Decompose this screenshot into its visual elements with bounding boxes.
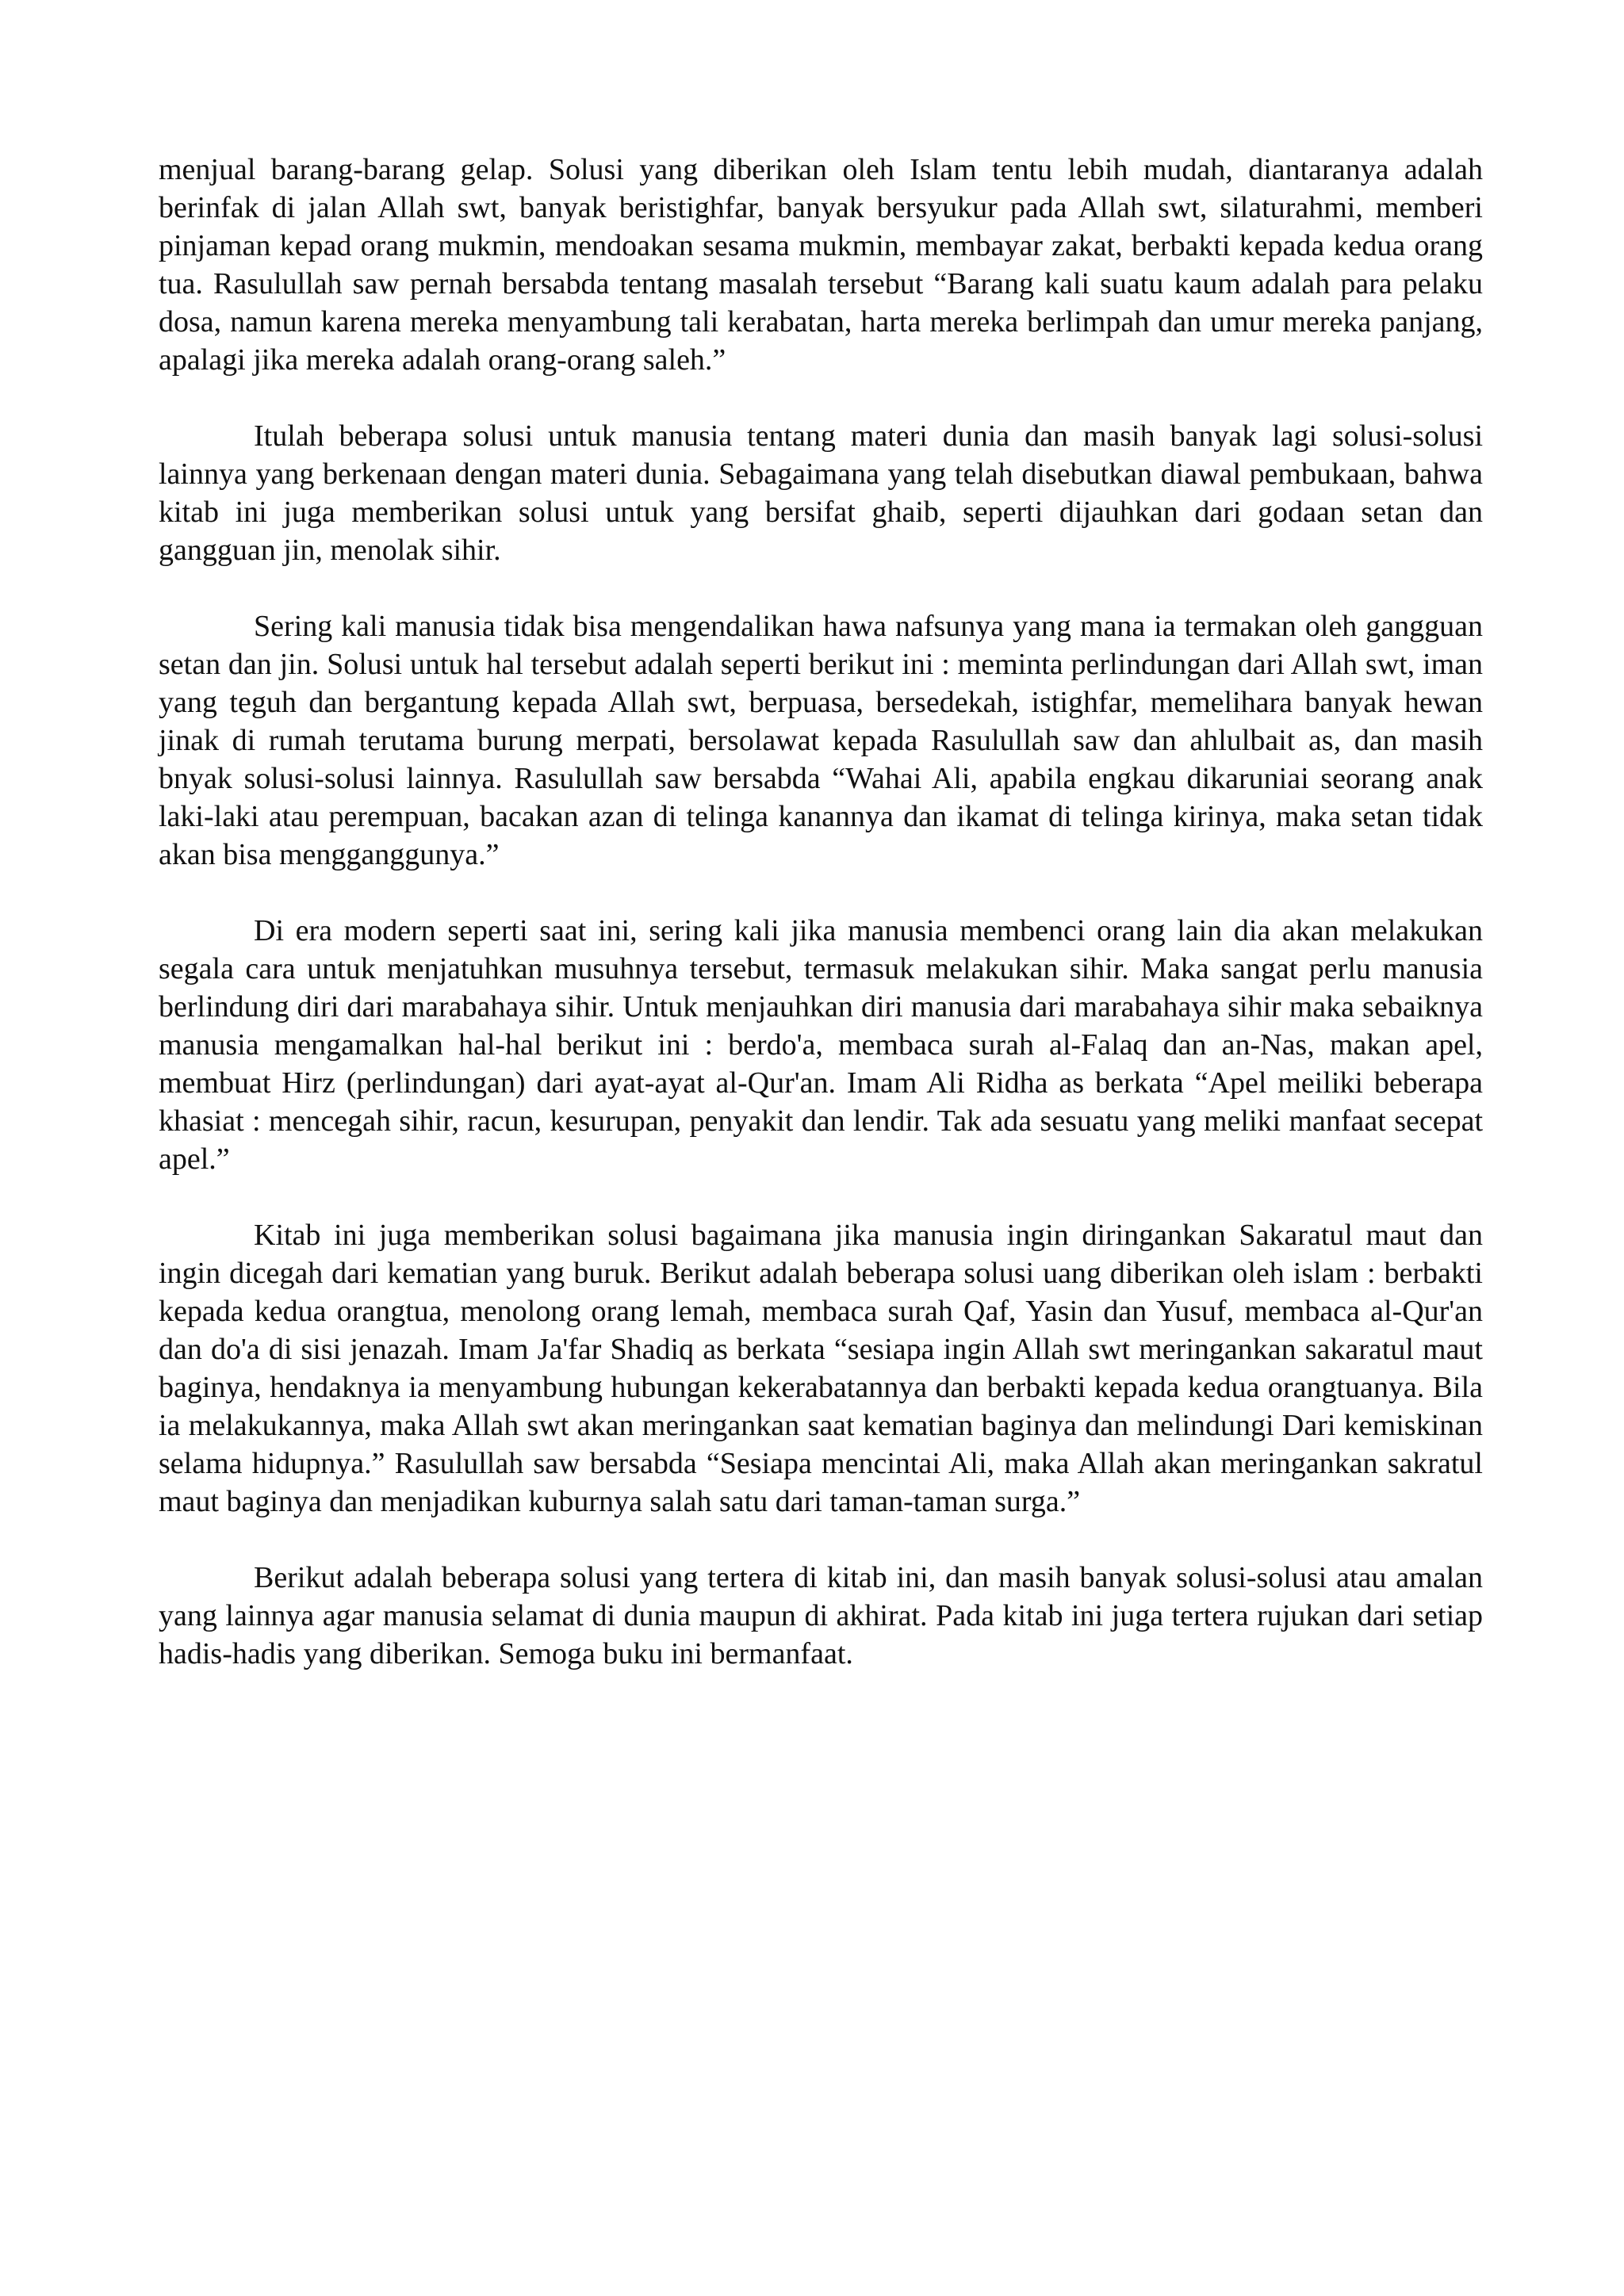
paragraph-sakaratul-maut: Kitab ini juga memberikan solusi bagaimana jika manusia ingin diringankan Sakaratul maut dan ingin dicegah dari kematian yang buruk. Berikut adalah beberapa solusi uang diberikan oleh islam : berbakti kepada kedua orangtua, menolong orang lemah, membaca surah Qaf, Yasin dan Yusuf, membaca al-Qur'an dan do'a di sisi jenazah. Imam Ja'far Shadiq as berkata “sesiapa ingin Allah swt meringankan sakaratul maut baginya, hendaknya ia menyambung hubungan kekerabatannya dan berbakti kepada kedua orangtuanya. Bila ia melakukannya, maka Allah swt akan meringankan saat kematian baginya dan melindungi Dari kemiskinan selama hidupnya.” Rasulullah saw bersabda “Sesiapa mencintai Ali, maka Allah akan meringankan sakratul maut baginya dan menjadikan kuburnya salah satu dari taman-taman surga.”	[159, 1219, 1483, 1518]
paragraph-closing: Berikut adalah beberapa solusi yang tertera di kitab ini, dan masih banyak solusi-solusi atau amalan yang lainnya agar manusia selamat di dunia maupun di akhirat. Pada kitab ini juga tertera rujukan dari setiap hadis-hadis yang diberikan. Semoga buku ini bermanfaat.	[159, 1561, 1483, 1670]
paragraph-continuation: menjual barang-barang gelap. Solusi yang diberikan oleh Islam tentu lebih mudah, diantaranya adalah berinfak di jalan Allah swt, banyak beristighfar, banyak bersyukur pada Allah swt, silaturahmi, memberi pinjaman kepad orang mukmin, mendoakan sesama mukmin, membayar zakat, berbakti kepada kedua orang tua. Rasulullah saw pernah bersabda tentang masalah tersebut “Barang kali suatu kaum adalah para pelaku dosa, namun karena mereka menyambung tali kerabatan, harta mereka berlimpah dan umur mereka panjang, apalagi jika mereka adalah orang-orang saleh.”	[159, 153, 1483, 377]
paragraph-sorcery: Di era modern seperti saat ini, sering kali jika manusia membenci orang lain dia akan melakukan segala cara untuk menjatuhkan musuhnya tersebut, termasuk melakukan sihir. Maka sangat perlu manusia berlindung diri dari marabahaya sihir. Untuk menjauhkan diri manusia dari marabahaya sihir maka sebaiknya manusia mengamalkan hal-hal berikut ini : berdo'a, membaca surah al-Falaq dan an-Nas, makan apel, membuat Hirz (perlindungan) dari ayat-ayat al-Qur'an. Imam Ali Ridha as berkata “Apel meiliki beberapa khasiat : mencegah sihir, racun, kesurupan, penyakit dan lendir. Tak ada sesuatu yang meliki manfaat secepat apel.”	[159, 914, 1483, 1176]
document-body	[159, 151, 1483, 1711]
paragraph-satan-jinn: Sering kali manusia tidak bisa mengendalikan hawa nafsunya yang mana ia termakan oleh gangguan setan dan jin. Solusi untuk hal tersebut adalah seperti berikut ini : meminta perlindungan dari Allah swt, iman yang teguh dan bergantung kepada Allah swt, berpuasa, bersedekah, istighfar, memelihara banyak hewan jinak di rumah terutama burung merpati, bersolawat kepada Rasulullah saw dan ahlulbait as, dan masih bnyak solusi-solusi lainnya. Rasulullah saw bersabda “Wahai Ali, apabila engkau dikaruniai seorang anak laki-laki atau perempuan, bacakan azan di telinga kanannya dan ikamat di telinga kirinya, maka setan tidak akan bisa mengganggunya.”	[159, 610, 1483, 871]
paragraph-material-solutions: Itulah beberapa solusi untuk manusia tentang materi dunia dan masih banyak lagi solusi-solusi lainnya yang berkenaan dengan materi dunia. Sebagaimana yang telah disebutkan diawal pembukaan, bahwa kitab ini juga memberikan solusi untuk yang bersifat ghaib, seperti dijauhkan dari godaan setan dan gangguan jin, menolak sihir.	[159, 419, 1483, 567]
